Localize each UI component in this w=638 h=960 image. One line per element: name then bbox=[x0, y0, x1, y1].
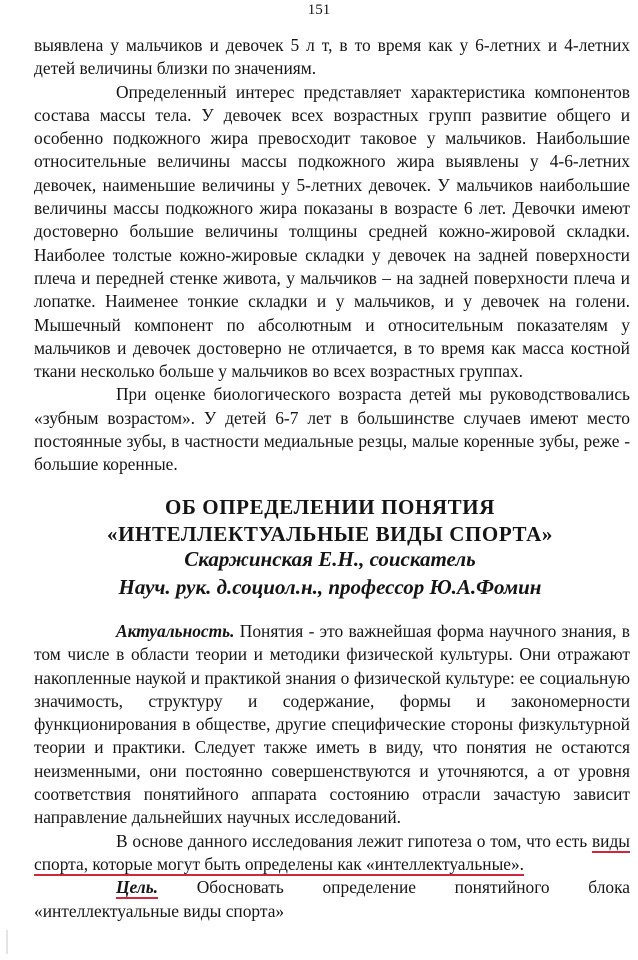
paragraph-goal bbox=[34, 876, 630, 923]
paragraph-text: Понятия - это важнейшая форма научного знания, в том числе в области теории и методики физической культуры. Они отражают накопленные наукой и практикой знания о физической культуре: ее социальную значимость, структуру и содержание, формы и закономерности функционирования в обществе, другие специфические стороны физкультурной теории и практики. Следует также иметь в виду, что понятия не остаются неизменными, они постоянно совершенствуются и уточняются, а от уровня соответствия понятийного аппарата состоянию отрасли зачастую зависит направление дальнейших научных исследований. bbox=[34, 621, 630, 828]
article-title-line-1: ОБ ОПРЕДЕЛЕНИИ ПОНЯТИЯ bbox=[165, 495, 495, 519]
paragraph: выявлена у мальчиков и девочек 5 л т, в то время как у 6-летних и 4-летних детей величины близки по значениям. bbox=[34, 35, 630, 79]
paragraph: Определенный интерес представляет характеристика компонентов состава массы тела. У девочек всех возрастных групп развитие общего и особенно подкожного жира превосходит таковое у мальчиков. Наибольшие относительные величины массы подкожного жира выявлены у 4-6-летних девочек, наименьшие величины у 5-летних девочек. У мальчиков наибольшие величины массы подкожного жира показаны в возрасте 6 лет. Девочки имеют достоверно большие величины толщины средней кожно-жировой складки. Наиболее толстые кожно-жировые складки у девочек на задней поверхности плеча и передней стенке живота, у мальчиков – на задней поверхности плеча и лопатке. Наименее тонкие складки и у мальчиков, и у девочек на голени. Мышечный компонент по абсолютным и относительным показателям у мальчиков и девочек достоверно не отличается, в то время как масса костной ткани несколько больше у мальчиков во всех возрастных группах. bbox=[34, 81, 630, 382]
paragraph-hypothesis bbox=[34, 830, 630, 877]
paragraph-lead-in: Цель. bbox=[116, 877, 159, 898]
paragraph-relevance bbox=[34, 620, 630, 830]
scan-margin-mark bbox=[6, 930, 8, 954]
previous-article-text bbox=[34, 34, 630, 477]
article-title-line-2: «ИНТЕЛЛЕКТУАЛЬНЫЕ ВИДЫ СПОРТА» bbox=[107, 522, 553, 546]
paragraph-text: Обосновать определение понятийного блока «интеллектуальные виды спорта» bbox=[34, 877, 630, 921]
underlined-phrase: виды спорта, которые могут быть определены как «интеллектуальные». bbox=[34, 830, 630, 874]
paragraph-text: В основе данного исследования лежит гипотеза о том, что есть bbox=[116, 830, 592, 851]
article-supervisor: Науч. рук. д.социол.н., профессор Ю.А.Фомин bbox=[118, 575, 542, 599]
article-body bbox=[34, 620, 630, 923]
article-author: Скаржинская Е.Н., соискатель bbox=[184, 547, 476, 571]
paragraph-lead-in: Актуальность. bbox=[116, 621, 235, 641]
paragraph: При оценке биологического возраста детей мы руководствовались «зубным возрастом». У детей 6-7 лет в большинстве случаев имеют место постоянные зубы, в частности медиальные резцы, малые коренные зубы, реже - большие коренные. bbox=[34, 384, 630, 475]
page-number: 151 bbox=[307, 2, 331, 18]
